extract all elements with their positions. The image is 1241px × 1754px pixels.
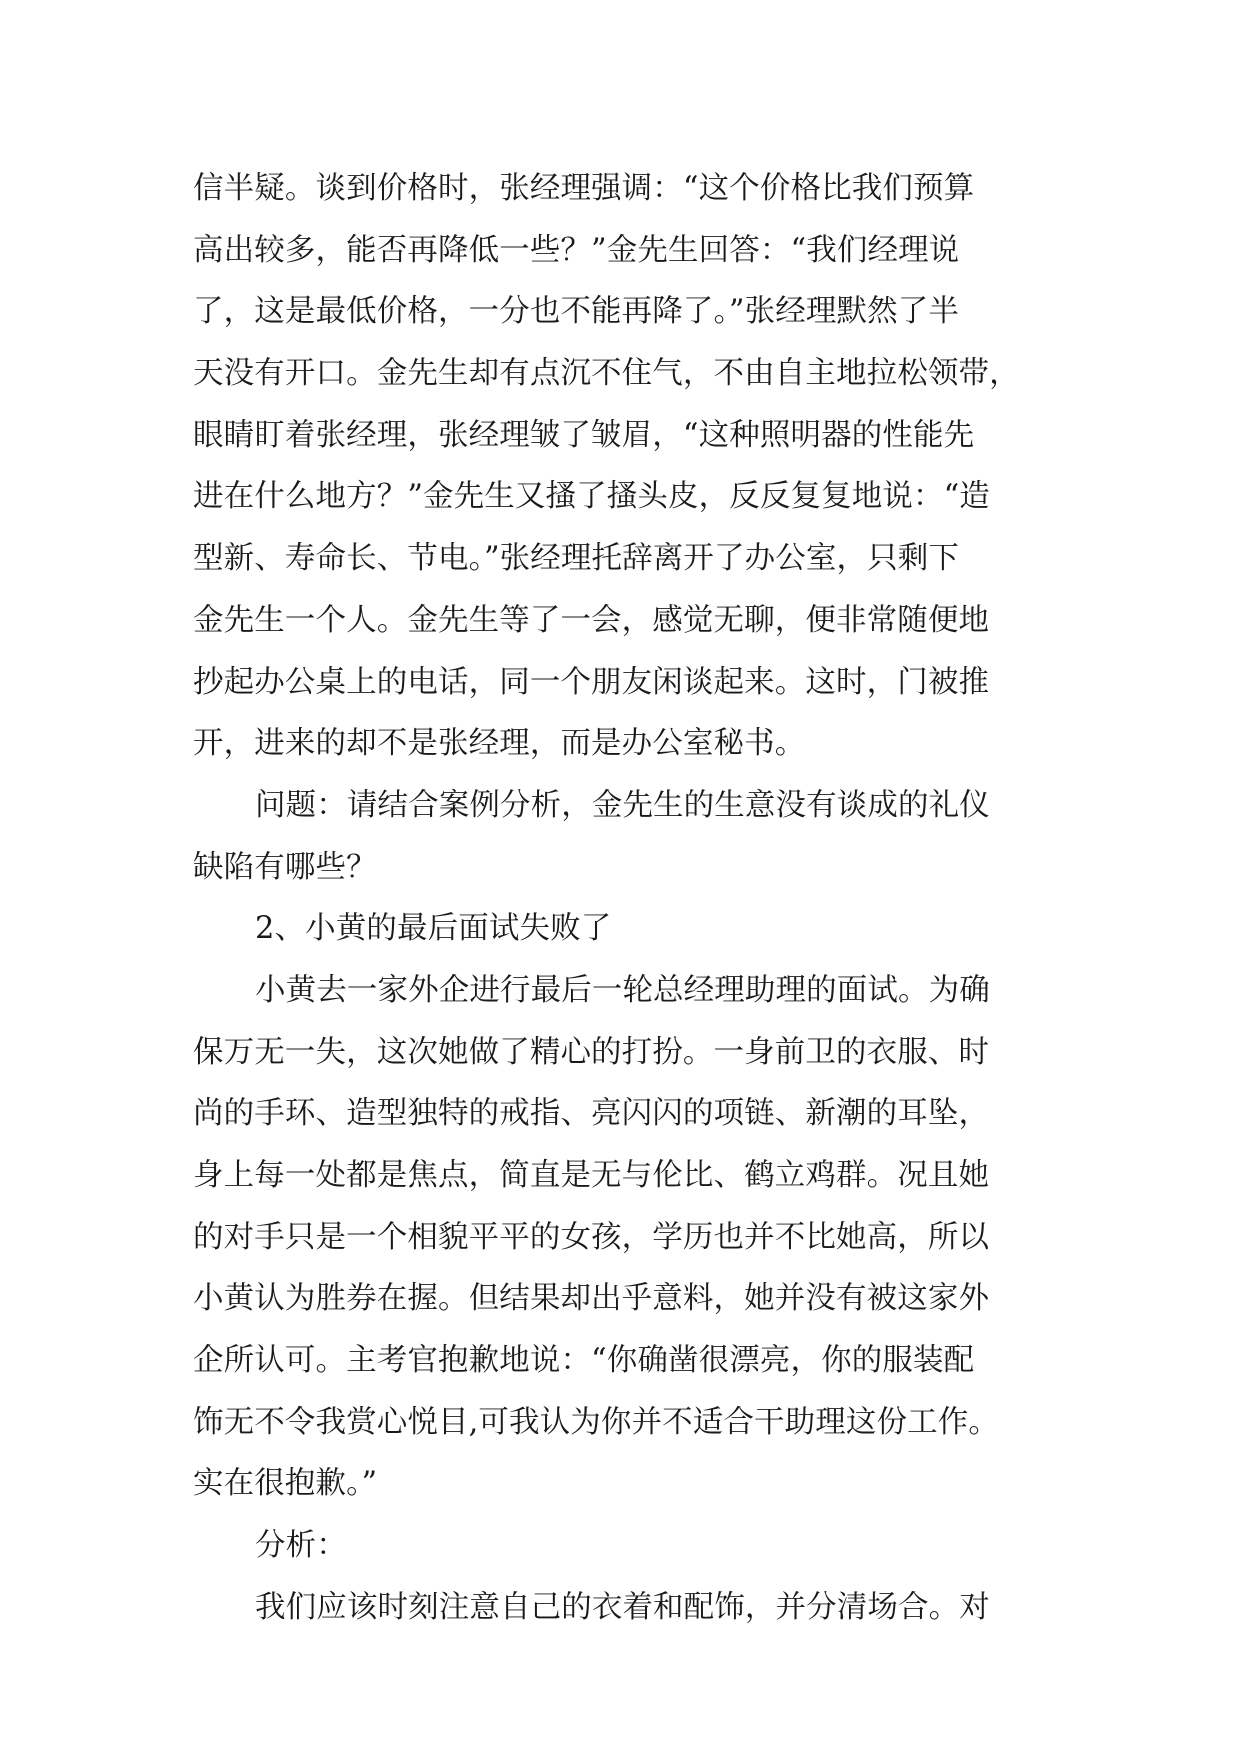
paragraph-line: 企所认可。主考官抱歉地说：“你确凿很漂亮，你的服装配 bbox=[193, 1343, 975, 1379]
document-page bbox=[193, 158, 1051, 1639]
paragraph-line: 型新、寿命长、节电。”张经理托辞离开了办公室，只剩下 bbox=[193, 541, 959, 577]
analysis-heading: 分析： bbox=[255, 1528, 347, 1564]
paragraph-line: 身上每一处都是焦点，简直是无与伦比、鹤立鸡群。况且她 bbox=[193, 1158, 990, 1193]
paragraph-line: 小黄认为胜券在握。但结果却出乎意料，她并没有被这家外 bbox=[193, 1281, 990, 1317]
question-line: 缺陷有哪些？ bbox=[193, 849, 377, 885]
paragraph-line: 我们应该时刻注意自己的衣着和配饰，并分清场合。对 bbox=[255, 1589, 990, 1625]
paragraph-line: 了，这是最低价格，一分也不能再降了。”张经理默然了半 bbox=[193, 294, 959, 330]
paragraph-line: 尚的手环、造型独特的戒指、亮闪闪的项链、新潮的耳坠， bbox=[193, 1096, 990, 1132]
paragraph-line: 眼睛盯着张经理，张经理皱了皱眉，“这种照明器的性能先 bbox=[193, 417, 975, 453]
paragraph-line: 信半疑。谈到价格时，张经理强调：“这个价格比我们预算 bbox=[193, 171, 975, 206]
paragraph-line: 进在什么地方？”金先生又搔了搔头皮，反反复复地说：“造 bbox=[193, 479, 990, 515]
paragraph-line: 的对手只是一个相貌平平的女孩，学历也并不比她高，所以 bbox=[193, 1219, 990, 1255]
paragraph-line: 抄起办公桌上的电话，同一个朋友闲谈起来。这时，门被推 bbox=[193, 664, 990, 700]
paragraph-line: 高出较多，能否再降低一些？”金先生回答：“我们经理说 bbox=[193, 232, 960, 268]
paragraph-line: 开，进来的却不是张经理，而是办公室秘书。 bbox=[193, 726, 806, 762]
paragraph-line: 小黄去一家外企进行最后一轮总经理助理的面试。为确 bbox=[255, 972, 990, 1008]
case-heading: 2、小黄的最后面试失败了 bbox=[255, 911, 612, 947]
paragraph-line: 饰无不令我赏心悦目,可我认为你并不适合干助理这份工作。 bbox=[193, 1404, 999, 1440]
question-line: 问题：请结合案例分析，金先生的生意没有谈成的礼仪 bbox=[255, 787, 990, 823]
paragraph-line: 天没有开口。金先生却有点沉不住气，不由自主地拉松领带， bbox=[193, 356, 1020, 392]
paragraph-line: 金先生一个人。金先生等了一会，感觉无聊，便非常随便地 bbox=[193, 602, 990, 638]
paragraph-line: 保万无一失，这次她做了精心的打扮。一身前卫的衣服、时 bbox=[193, 1034, 990, 1070]
paragraph-line: 实在很抱歉。” bbox=[193, 1466, 378, 1502]
